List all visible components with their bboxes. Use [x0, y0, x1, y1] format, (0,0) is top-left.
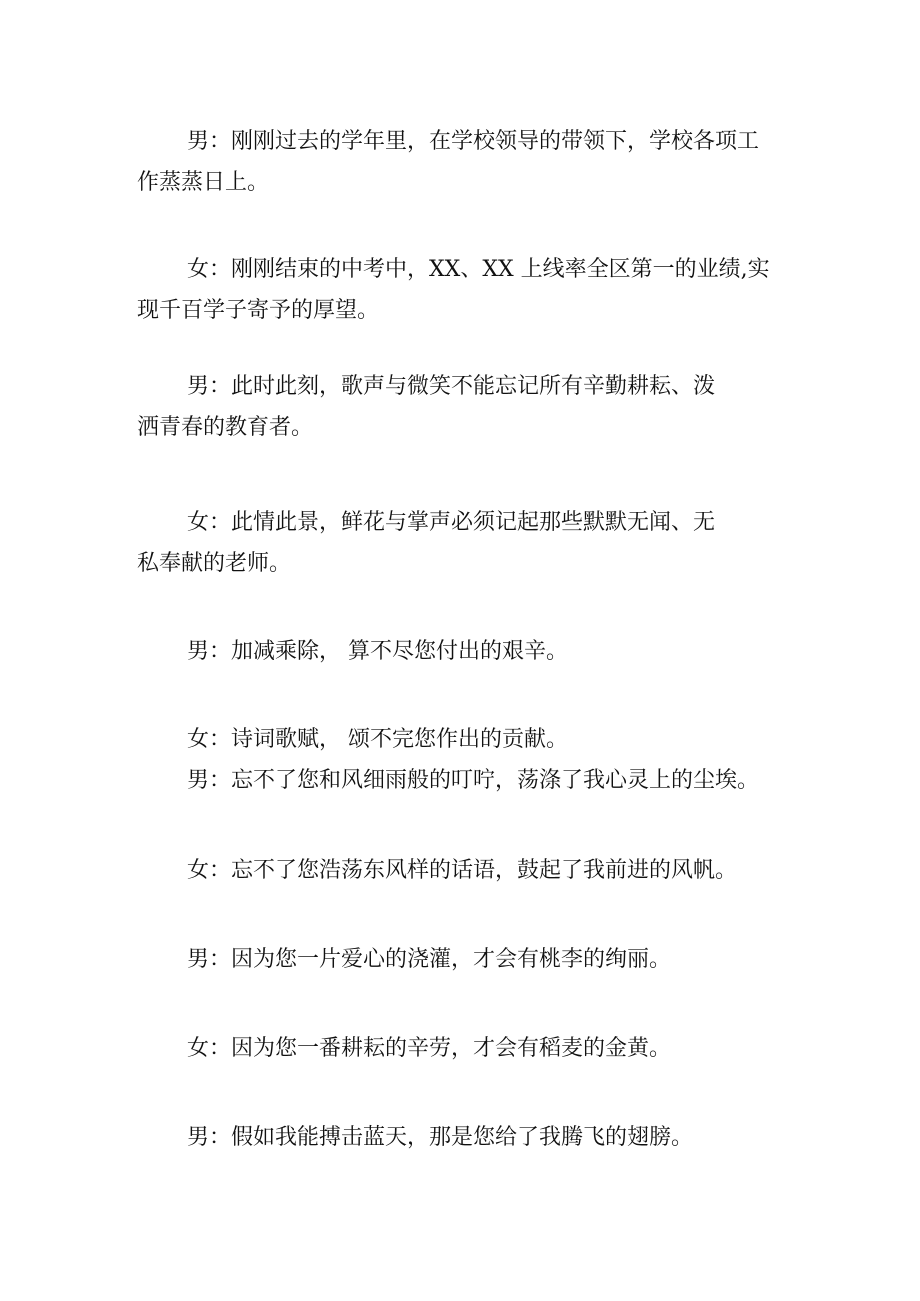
paragraph-6 [137, 719, 797, 760]
paragraph-line: 男：此时此刻，歌声与微笑不能忘记所有辛勤耕耘、泼 [187, 374, 716, 399]
paragraph-line: 男：假如我能搏击蓝天，那是您给了我腾飞的翅膀。 [187, 1125, 694, 1150]
paragraph-8 [137, 850, 797, 891]
paragraph-line: 现千百学子寄予的厚望。 [137, 298, 380, 323]
paragraph-1 [137, 121, 797, 203]
paragraph-line: 男：忘不了您和风细雨般的叮咛，荡涤了我心灵上的尘埃。 [187, 768, 760, 793]
paragraph-10 [137, 1028, 797, 1069]
paragraph-line: 女：诗词歌赋， 颂不完您作出的贡献。 [187, 727, 568, 752]
paragraph-line: 女：忘不了您浩荡东风样的话语，鼓起了我前进的风帆。 [187, 858, 738, 883]
paragraph-7 [137, 760, 797, 801]
paragraph-line: 作蒸蒸日上。 [137, 170, 270, 195]
paragraph-4 [137, 502, 797, 584]
paragraph-line: 私奉献的老师。 [137, 551, 292, 576]
paragraph-3 [137, 366, 797, 448]
paragraph-line: 洒青春的教育者。 [137, 415, 314, 440]
paragraph-line: 男：刚刚过去的学年里，在学校领导的带领下，学校各项工 [187, 129, 760, 154]
paragraph-line: 女：此情此景，鲜花与掌声必须记起那些默默无闻、无 [187, 510, 716, 535]
paragraph-line: 男：因为您一片爱心的浇灌，才会有桃李的绚丽。 [187, 947, 672, 972]
paragraph-2 [137, 249, 797, 331]
paragraph-9 [137, 939, 797, 980]
paragraph-line: 男：加减乘除， 算不尽您付出的艰辛。 [187, 639, 568, 664]
paragraph-5 [137, 631, 797, 672]
paragraph-11 [137, 1117, 797, 1158]
paragraph-line: 女：刚刚结束的中考中，XX、XX 上线率全区第一的业绩,实 [187, 257, 770, 282]
paragraph-line: 女：因为您一番耕耘的辛劳，才会有稻麦的金黄。 [187, 1036, 672, 1061]
